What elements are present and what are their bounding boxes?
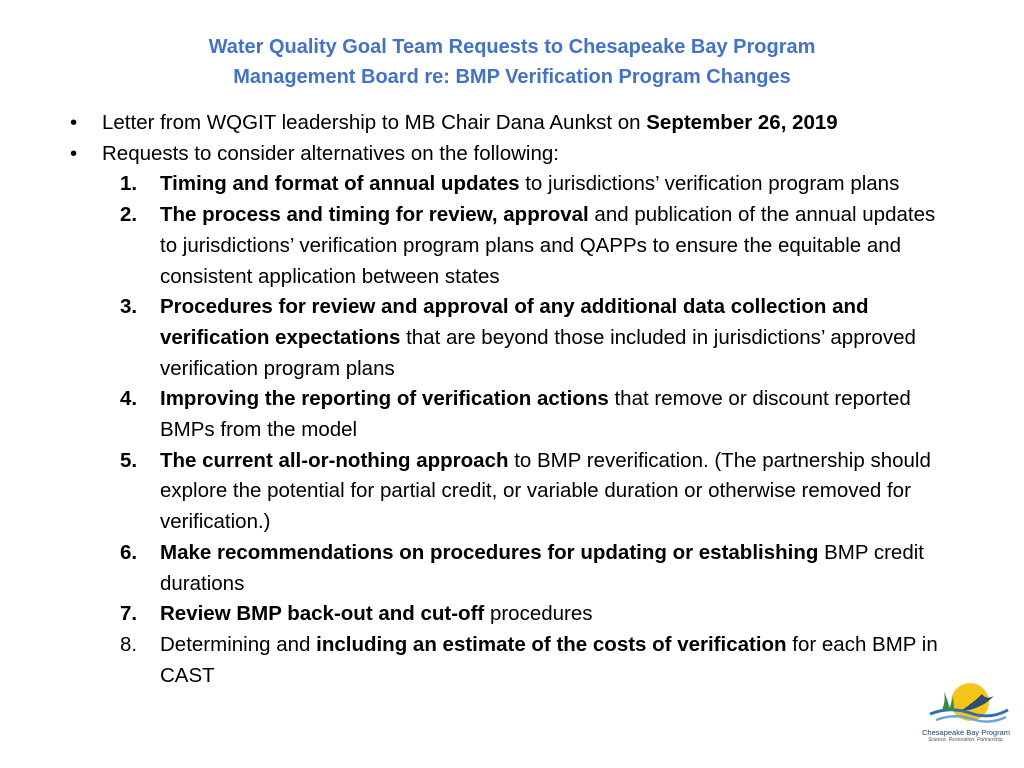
item-text: that are beyond those included in jurisdictions’ approved verification program plans (160, 325, 916, 380)
item-number: 6. (120, 540, 138, 564)
title-line-1: Water Quality Goal Team Requests to Chesapeake Bay Program (208, 36, 816, 58)
numbered-list (70, 169, 950, 691)
item-text: to jurisdictions’ verification program plans (519, 172, 900, 196)
item-number: 3. (120, 295, 138, 319)
list-item-2 (120, 200, 950, 292)
item-text: BMP credit durations (160, 540, 924, 595)
title-line-2: Management Board re: BMP Verification Program Changes (233, 66, 791, 88)
item-pre-text: Determining and (160, 632, 317, 656)
item-number: 8. (120, 632, 138, 656)
item-text: for each BMP in CAST (160, 632, 938, 687)
list-item-3 (120, 292, 950, 384)
item-text: that remove or discount reported BMPs from the model (160, 387, 911, 442)
item-bold-text: including an estimate of the costs of verification (316, 632, 787, 656)
bullet-date: September 26, 2019 (646, 111, 838, 134)
bullet-list (70, 108, 950, 169)
bullet-item-requests (70, 139, 950, 170)
bullet-item-letter (70, 108, 950, 139)
bullet-icon: • (70, 141, 78, 165)
item-number: 1. (120, 172, 138, 196)
item-text: to BMP reverification. (The partnership should explore the potential for partial credit, or variable duration or otherwise removed for verification.) (160, 448, 931, 534)
bullet-text: Requests to consider alternatives on the following: (102, 141, 559, 165)
logo-name: Chesapeake Bay Program (922, 728, 1010, 737)
item-number: 5. (120, 448, 138, 472)
slide-body (70, 108, 950, 691)
item-number: 2. (120, 203, 138, 227)
logo-grass-icon (942, 692, 950, 710)
list-item-5 (120, 446, 950, 538)
logo-tagline: Science. Restoration. Partnership. (928, 737, 1004, 743)
bullet-icon: • (70, 111, 78, 134)
item-bold-text: Procedures for review and approval of any additional data collection and verification expectations (160, 295, 869, 349)
list-item-7 (120, 599, 950, 630)
item-text: procedures (484, 602, 593, 626)
item-bold-text: The current all-or-nothing approach (160, 448, 509, 472)
list-item-8 (120, 630, 950, 691)
item-bold-text: The process and timing for review, approval (160, 203, 589, 227)
item-bold-text: Improving the reporting of verification actions (160, 387, 609, 411)
logo-graphic-icon (922, 680, 1010, 728)
item-number: 7. (120, 602, 138, 626)
item-bold-text: Make recommendations on procedures for updating or establishing (160, 540, 819, 564)
item-bold-text: Review BMP back-out and cut-off (160, 602, 485, 626)
item-bold-text: Timing and format of annual updates (160, 172, 520, 196)
list-item-4 (120, 384, 950, 445)
item-number: 4. (120, 387, 138, 411)
bullet-text: Letter from WQGIT leadership to MB Chair Dana Aunkst on (102, 111, 647, 134)
list-item-1 (120, 169, 950, 200)
slide-title (0, 32, 1024, 92)
chesapeake-bay-program-logo (922, 680, 1010, 748)
list-item-6 (120, 538, 950, 599)
item-text: and publication of the annual updates to jurisdictions’ verification program plans and QAPPs to ensure the equitable and consistent application between states (160, 203, 936, 288)
